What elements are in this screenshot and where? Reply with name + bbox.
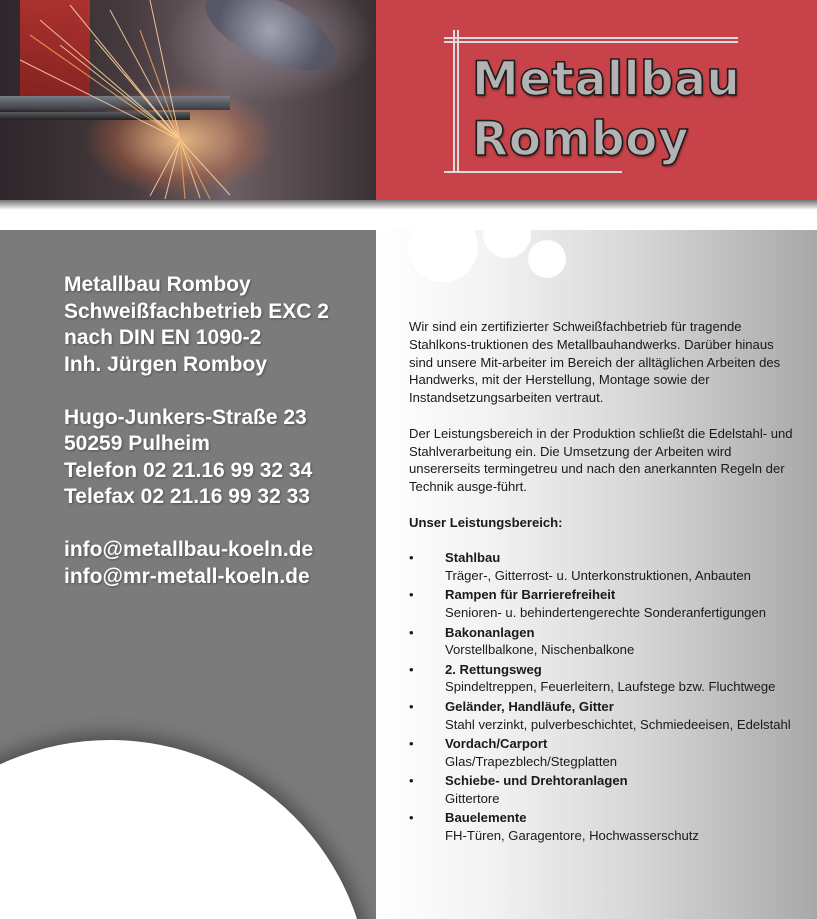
decorative-circle [528,240,566,278]
brand-logo [376,0,817,200]
company-name: Metallbau Romboy [64,273,251,296]
list-item [409,624,799,660]
bullet-icon: • [409,810,414,826]
service-description: Glas/Trapezblech/Stegplatten [445,753,618,769]
logo-text-romboy: Romboy [472,112,690,167]
bullet-icon: • [409,587,414,603]
header-shadow [0,200,817,210]
service-title: Schiebe- und Drehtoranlagen [445,772,628,788]
list-item [409,698,799,734]
owner: Inh. Jürgen Romboy [64,352,268,376]
production-paragraph: Der Leistungsbereich in der Produktion schließt die Edelstahl- und Stahlverarbeitung ein. Die Umsetzung der Arbeiten wird unsererseits termingetreu und nach den anerkannten Regeln der Technik ausge-führt. [409,425,793,495]
email-link-1[interactable]: info@metallbau-koeln.de [64,538,314,561]
content-text [409,318,799,846]
service-title: Vordach/Carport [445,735,548,751]
list-item [409,735,799,771]
service-title: Bauelemente [445,810,527,826]
service-description: Spindeltreppen, Feuerleitern, Laufstege bzw. Fluchtwege [445,679,776,695]
list-item [409,772,799,808]
intro-paragraph: Wir sind ein zertifizierter Schweißfachbetrieb für tragende Stahlkons-truktionen des Metallbauhandwerks. Darüber hinaus sind unsere Mit-arbeiter im Bereich der alltäglichen Arbeiten des Handwerks, mit der Herstellung, Montage sowie der Instandsetzungsarbeiten vertraut. [409,319,781,406]
service-title: Stahlbau [445,550,501,566]
service-description: FH-Türen, Garagentore, Hochwasserschutz [445,827,699,843]
fax: Telefax 02 21.16 99 32 33 [64,485,310,508]
street: Hugo-Junkers-Straße 23 [64,405,307,429]
company-subtitle: Schweißfachbetrieb EXC 2 [64,299,329,323]
decorative-white-circle [0,740,370,919]
service-description: Träger-, Gitterrost- u. Unterkonstruktionen, Anbauten [445,568,751,584]
bullet-icon: • [409,735,414,751]
service-description: Senioren- u. behindertengerechte Sonderanfertigungen [445,605,767,621]
decorative-circle [483,230,531,258]
list-item [409,549,799,585]
list-item [409,661,799,697]
service-title: Geländer, Handläufe, Gitter [445,698,614,714]
contact-block [64,272,329,590]
list-item [409,809,799,845]
service-description: Stahl verzinkt, pulverbeschichtet, Schmiedeeisen, Edelstahl [445,716,791,732]
service-description: Vorstellbalkone, Nischenbalkone [445,642,635,658]
contact-panel [0,230,376,919]
service-description: Gittertore [445,790,500,806]
service-title: 2. Rettungsweg [445,661,542,677]
services-list [409,549,799,844]
bullet-icon: • [409,624,414,640]
service-title: Rampen für Barrierefreiheit [445,587,616,603]
email-link-2[interactable]: info@mr-metall-koeln.de [64,564,310,588]
certification: nach DIN EN 1090-2 [64,326,262,349]
bullet-icon: • [409,772,414,788]
phone: Telefon 02 21.16 99 32 34 [64,458,313,482]
services-heading: Unser Leistungsbereich: [409,514,563,530]
list-item [409,586,799,622]
bullet-icon: • [409,550,414,566]
bullet-icon: • [409,661,414,677]
city: 50259 Pulheim [64,432,210,455]
welding-photo [0,0,376,200]
service-title: Bakonanlagen [445,624,535,640]
sparks [0,0,376,200]
decorative-circle [408,230,478,282]
logo-text-metallbau: Metallbau [472,52,741,107]
bullet-icon: • [409,698,414,714]
